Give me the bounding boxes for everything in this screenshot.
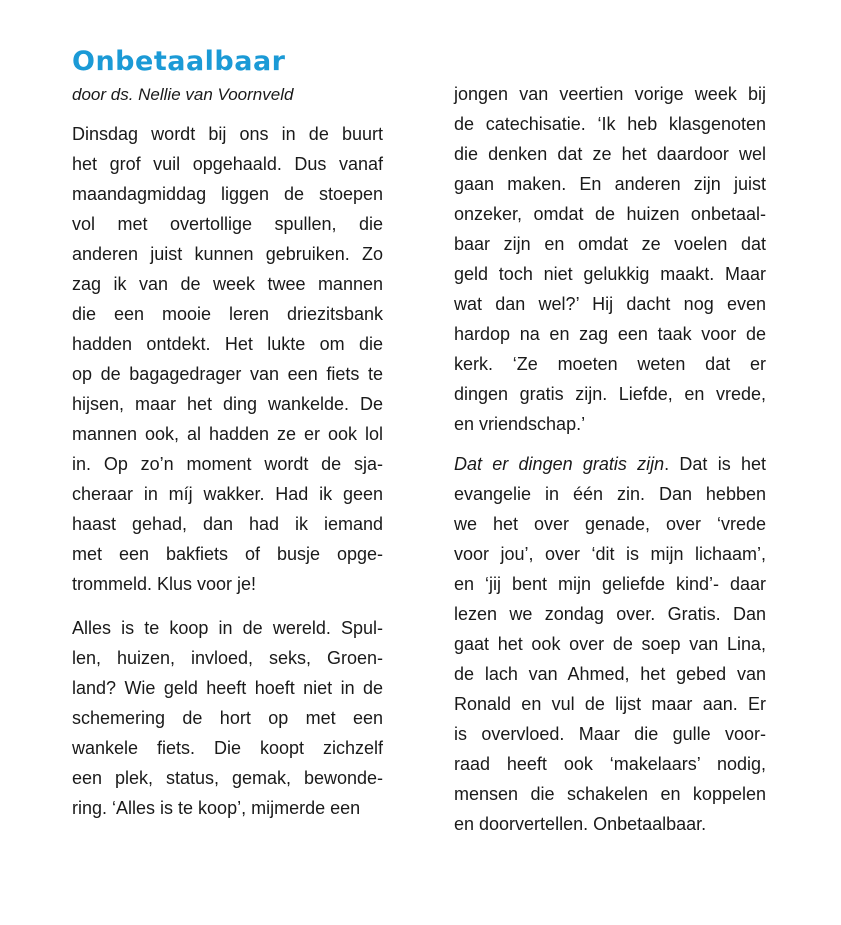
text-line: voor jou’, over ‘dit is mijn lichaam’, xyxy=(454,544,766,564)
text-line: onzeker, omdat de huizen onbetaal- xyxy=(454,204,766,224)
text-line: we het over genade, over ‘vrede xyxy=(454,514,766,534)
text-line: geld toch niet gelukkig maakt. Maar xyxy=(454,264,766,284)
text-line: raad heeft ook ‘makelaars’ nodig, xyxy=(454,754,766,774)
text-line: lezen we zondag over. Gratis. Dan xyxy=(454,604,766,624)
text-line: len, huizen, invloed, seks, Groen- xyxy=(72,648,383,668)
text-line: dingen gratis zijn. Liefde, en vrede, xyxy=(454,384,766,404)
text-line: de lach van Ahmed, het gebed van xyxy=(454,664,766,684)
text-line: zag ik van de week twee mannen xyxy=(72,274,383,294)
text-line: wankele fiets. Die koopt zichzelf xyxy=(72,738,383,758)
text-line: in. Op zo’n moment wordt de sja- xyxy=(72,454,383,474)
text-line: trommeld. Klus voor je! xyxy=(72,574,257,594)
text-line: en ‘jij bent mijn geliefde kind’- daar xyxy=(454,574,766,594)
text-line: cheraar in míj wakker. Had ik geen xyxy=(72,484,383,504)
text-line: schemering de hort op met een xyxy=(72,708,383,728)
text-line: de catechisatie. ‘Ik heb klasgenoten xyxy=(454,114,766,134)
text-line: op de bagagedrager van een fiets te xyxy=(72,364,383,384)
lead-rest: . Dat is het xyxy=(664,454,766,474)
text-line: mensen die schakelen en koppelen xyxy=(454,784,766,804)
text-line: die denken dat ze het daardoor wel xyxy=(454,144,766,164)
text-line: hardop na en zag een taak voor de xyxy=(454,324,766,344)
text-line: en vriendschap.’ xyxy=(454,414,586,434)
text-line: wat dan wel?’ Hij dacht nog even xyxy=(454,294,766,314)
text-line: vol met overtollige spullen, die xyxy=(72,214,383,234)
italic-lead: Dat er dingen gratis zijn xyxy=(454,454,665,474)
text-line: haast gehad, dan had ik iemand xyxy=(72,514,383,534)
text-line: land? Wie geld heeft hoeft niet in de xyxy=(72,678,383,698)
text-line: met een bakfiets of busje opge- xyxy=(72,544,383,564)
text-line: gaan maken. En anderen zijn juist xyxy=(454,174,766,194)
text-line: baar zijn en omdat ze voelen dat xyxy=(454,234,766,254)
text-line: hadden ontdekt. Het lukte om die xyxy=(72,334,383,354)
text-line: is overvloed. Maar die gulle voor- xyxy=(454,724,766,744)
text-line: mannen ook, al hadden ze er ook lol xyxy=(72,424,383,444)
text-line: kerk. ‘Ze moeten weten dat er xyxy=(454,354,766,374)
text-line: Alles is te koop in de wereld. Spul- xyxy=(72,618,383,638)
text-line: het grof vuil opgehaald. Dus vanaf xyxy=(72,154,383,174)
text-line: gaat het ook over de soep van Lina, xyxy=(454,634,766,654)
text-line: evangelie in één zin. Dan hebben xyxy=(454,484,766,504)
article-title: Onbetaalbaar xyxy=(72,46,286,77)
text-line: Ronald en vul de lijst maar aan. Er xyxy=(454,694,766,714)
text-line xyxy=(454,453,766,475)
text-line: maandagmiddag liggen de stoepen xyxy=(72,184,383,204)
text-line: die een mooie leren driezitsbank xyxy=(72,304,383,324)
text-line: ring. ‘Alles is te koop’, mijmerde een xyxy=(72,798,361,818)
text-line: jongen van veertien vorige week bij xyxy=(454,84,766,104)
text-line: Dinsdag wordt bij ons in de buurt xyxy=(72,124,383,144)
article-byline: door ds. Nellie van Voornveld xyxy=(72,85,294,104)
text-line: hijsen, maar het ding wankelde. De xyxy=(72,394,383,414)
text-line: en doorvertellen. Onbetaalbaar. xyxy=(454,814,707,834)
text-line: anderen juist kunnen gebruiken. Zo xyxy=(72,244,383,264)
text-line: een plek, status, gemak, bewonde- xyxy=(72,768,383,788)
